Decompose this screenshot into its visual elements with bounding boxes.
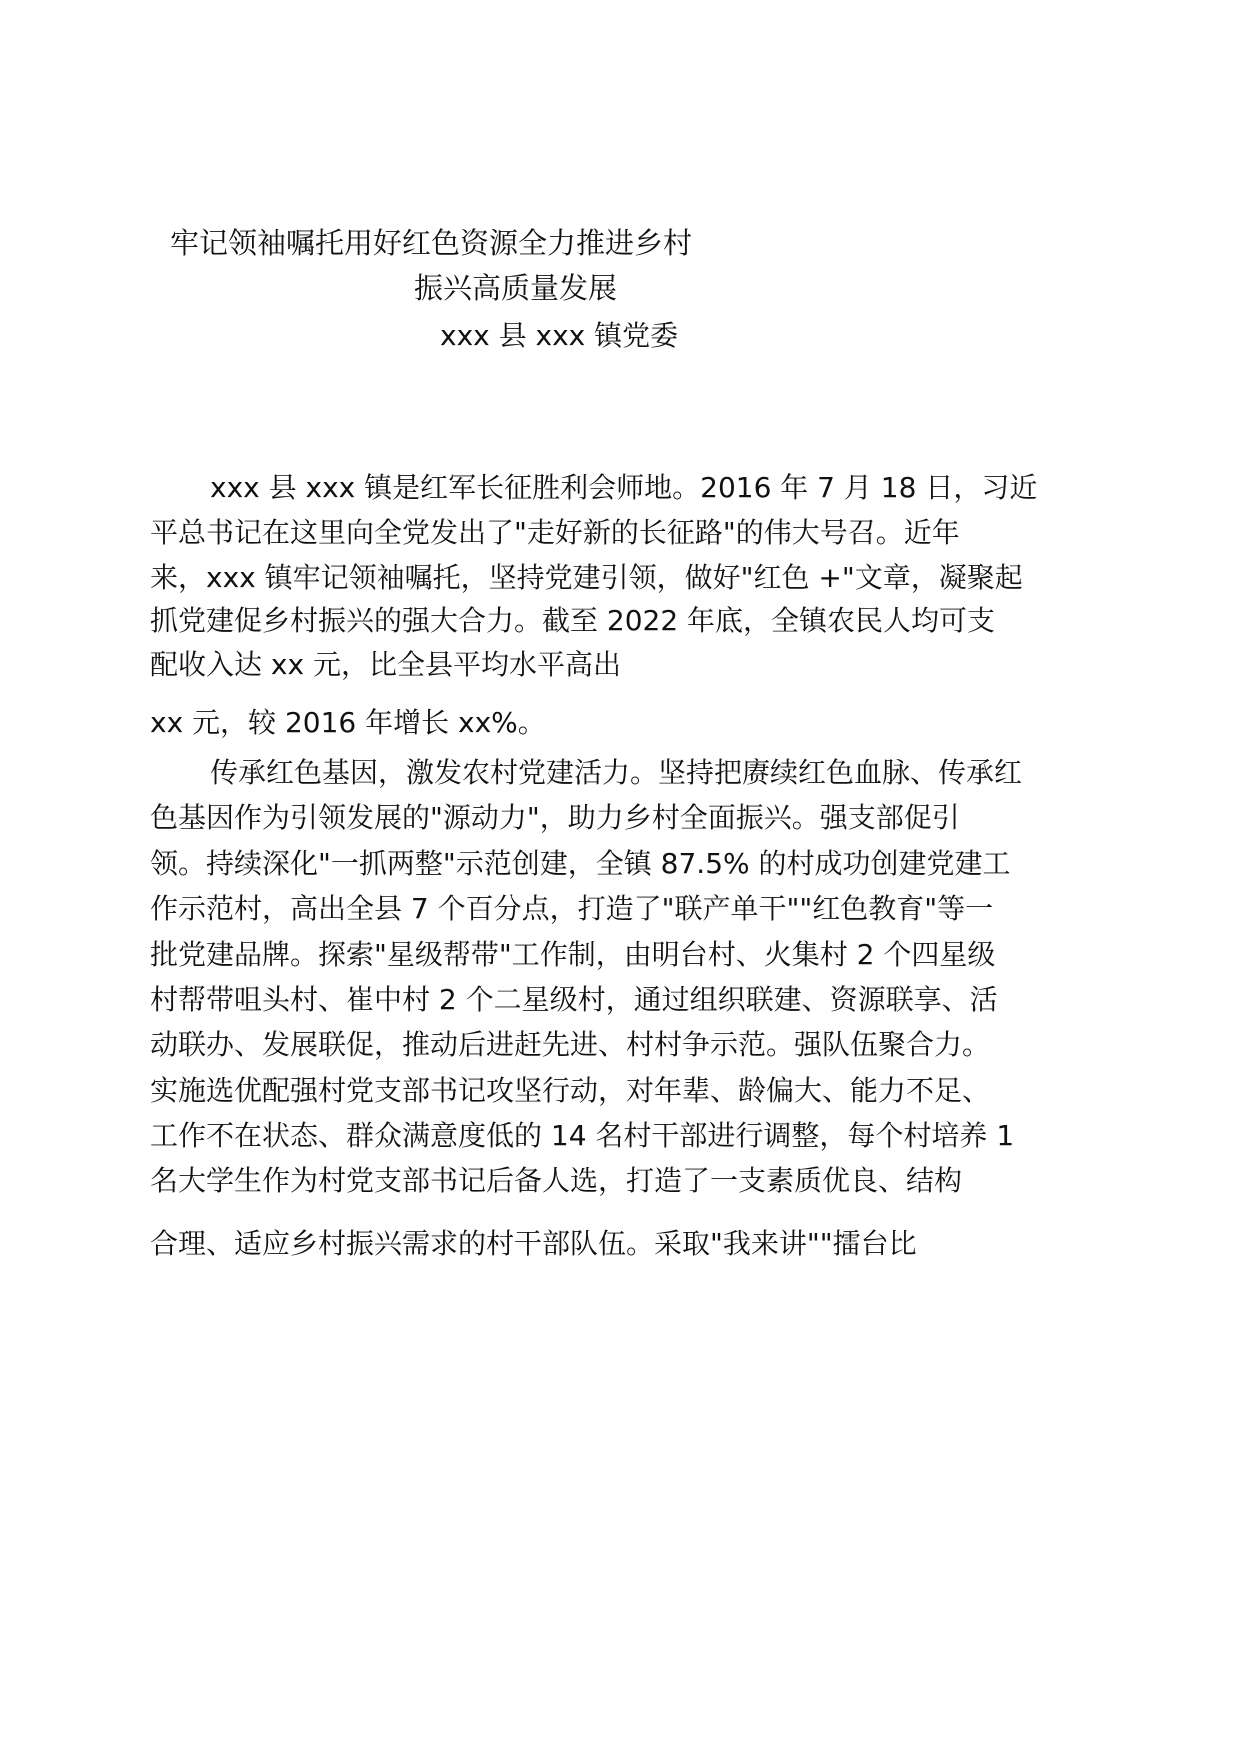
body-line: xxx 县 xxx 镇是红军长征胜利会师地。2016 年 7 月 18 日，习近 xyxy=(210,471,1038,504)
title-line-1: 牢记领袖嘱托用好红色资源全力推进乡村 xyxy=(170,226,693,260)
body-line: 村帮带咀头村、崔中村 2 个二星级村，通过组织联建、资源联享、活 xyxy=(150,983,998,1016)
body-line: 实施选优配强村党支部书记攻坚行动，对年辈、龄偏大、能力不足、 xyxy=(150,1074,991,1107)
title-line-2: 振兴高质量发展 xyxy=(414,271,618,305)
body-line: 来，xxx 镇牢记领袖嘱托，坚持党建引领，做好"红色 +"文章，凝聚起 xyxy=(150,561,1023,594)
body-line: 工作不在状态、群众满意度低的 14 名村干部进行调整，每个村培养 1 xyxy=(150,1119,1015,1152)
body-line: 色基因作为引领发展的"源动力"，助力乡村全面振兴。强支部促引 xyxy=(150,801,960,834)
body-line: 抓党建促乡村振兴的强大合力。截至 2022 年底，全镇农民人均可支 xyxy=(150,604,996,637)
body-line: 动联办、发展联促，推动后进赶先进、村村争示范。强队伍聚合力。 xyxy=(150,1028,991,1061)
body-line: 传承红色基因，激发农村党建活力。坚持把赓续红色血脉、传承红 xyxy=(210,756,1023,789)
body-line: 合理、适应乡村振兴需求的村干部队伍。采取"我来讲""擂台比 xyxy=(150,1227,917,1260)
body-line: 平总书记在这里向全党发出了"走好新的长征路"的伟大号召。近年 xyxy=(150,516,960,549)
body-line: 批党建品牌。探索"星级帮带"工作制，由明台村、火集村 2 个四星级 xyxy=(150,938,996,971)
body-line: 作示范村，高出全县 7 个百分点，打造了"联产单干""红色教育"等一 xyxy=(150,892,994,925)
body-line: xx 元，较 2016 年增长 xx%。 xyxy=(150,706,546,739)
body-line: 领。持续深化"一抓两整"示范创建，全镇 87.5% 的村成功创建党建工 xyxy=(150,847,1011,880)
body-line: 配收入达 xx 元，比全县平均水平高出 xyxy=(150,648,621,681)
body-line: 名大学生作为村党支部书记后备人选，打造了一支素质优良、结构 xyxy=(150,1164,963,1197)
byline: xxx 县 xxx 镇党委 xyxy=(440,319,679,352)
